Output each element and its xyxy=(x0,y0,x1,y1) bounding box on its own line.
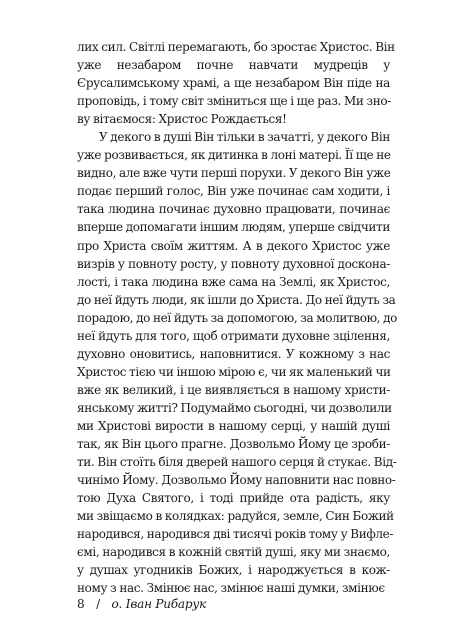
text-line: видно, але вже чути перші порухи. У декого Він уже xyxy=(77,166,391,181)
text-line: янському житті? Подумаймо сьогодні, чи дозволили xyxy=(77,400,392,415)
text-line: про Христа своїм життям. А в декого Христос уже xyxy=(77,238,390,253)
paragraph xyxy=(77,38,395,128)
text-line: уже незабаром почне навчати мудреців у xyxy=(77,58,390,73)
text-line: лих сил. Світлі перемагають, бо зростає Христос. Він xyxy=(77,40,395,54)
paragraph xyxy=(77,128,398,597)
text-line: проповідь, і тому світ зміниться ще і ще раз. Ми зно- xyxy=(77,94,391,109)
text-line: така людина починає духовно працювати, починає xyxy=(77,202,390,217)
text-line: лості, і така людина вже сама на Землі, як Христос, xyxy=(77,274,390,289)
text-line: ми Христові вирости в нашому серці, у нашій душі xyxy=(77,418,390,433)
body-text xyxy=(77,38,398,597)
text-line: У декого в душі Він тільки в зачатті, у декого Він xyxy=(99,130,390,145)
text-line: до неї йдуть люди, як ішли до Христа. До неї йдуть за xyxy=(77,292,396,307)
text-line: Христос тією чи іншою мірою є, чи як маленький чи xyxy=(77,364,391,379)
text-line: неї йдуть для того, щоб отримати духовне зцілення, xyxy=(77,328,390,343)
text-line: Єрусалимському храмі, а ще незабаром Він піде на xyxy=(77,76,390,91)
text-line: порадою, до неї йдуть за допомогою, за молитвою, до xyxy=(77,310,398,325)
text-line: ти. Він стоїть біля дверей нашого серця й стукає. Від- xyxy=(77,455,397,470)
text-line: ємі, народився в кожній святій душі, яку ми знаємо, xyxy=(77,545,390,560)
text-line: ми звіщаємо в колядках: радуйся, земле, Син Божий xyxy=(77,509,394,524)
text-line: народився, народився дві тисячі років тому у Вифле- xyxy=(77,527,394,542)
page-number: 8 xyxy=(77,597,85,611)
page-footer xyxy=(77,597,206,611)
text-line: вже як великий, і це виявляється в нашому христи- xyxy=(77,382,390,397)
text-line: ву вітаємося: Христос Рождається! xyxy=(77,112,287,127)
text-line: ному з нас. Змінює нас, змінює наші думки, змінює xyxy=(77,581,385,596)
text-line: у душах угодників Божих, і народжується в кож- xyxy=(77,563,390,578)
text-line: тою Духа Святого, і тоді прийде ота радість, яку xyxy=(77,491,390,506)
text-line: духовно оновитись, наповнитися. У кожному з нас xyxy=(77,346,390,361)
text-line: чинімо Йому. Дозвольмо Йому наповнити нас повно- xyxy=(77,473,396,488)
text-line: подає перший голос, Він уже починає сам ходити, і xyxy=(77,184,390,199)
text-line: так, як Він цього прагне. Дозвольмо Йому це зроби- xyxy=(77,437,390,452)
footer-separator: / xyxy=(96,597,100,611)
text-line: вперше допомагати іншим людям, уперше свідчити xyxy=(77,220,390,235)
running-author: о. Іван Рибарук xyxy=(111,597,207,611)
text-line: уже розвивається, як дитинка в лоні матері. Її ще не xyxy=(77,148,391,163)
text-line: визрів у повноту росту, у повноту духовної доскона- xyxy=(77,256,390,271)
